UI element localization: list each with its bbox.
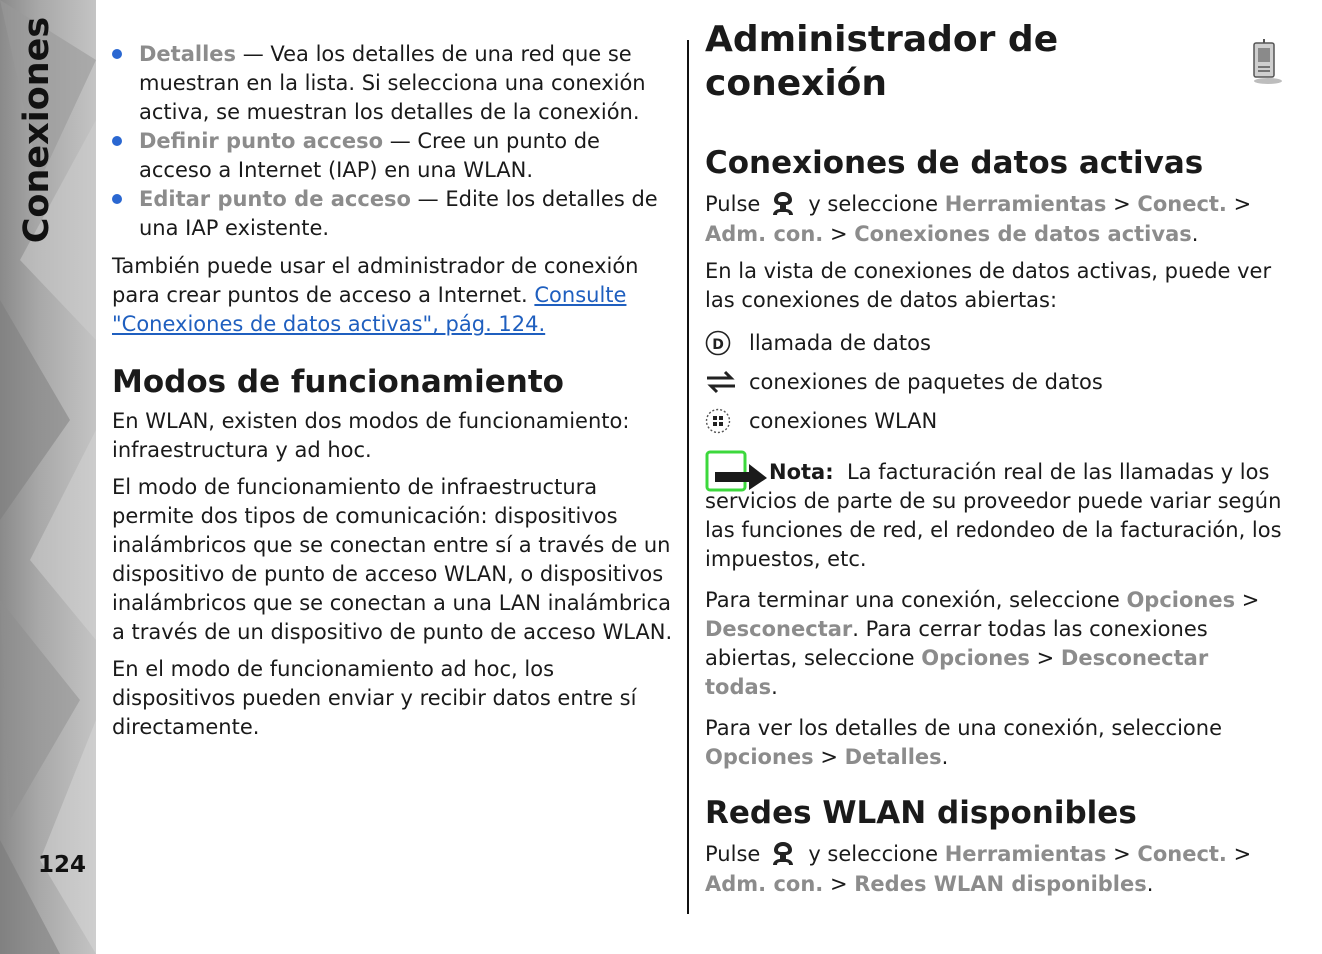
menu-path-item: Opciones: [1126, 588, 1236, 612]
connection-type-label: llamada de datos: [749, 330, 931, 355]
menu-term: Definir punto acceso: [139, 129, 384, 153]
paragraph-text: Para ver los detalles de una conexión, seleccione: [705, 716, 1223, 740]
note-label: Nota:: [769, 460, 834, 484]
paragraph-details: [705, 714, 1285, 772]
paragraph-adhoc: En el modo de funcionamiento ad hoc, los dispositivos pueden enviar y recibir datos entre sí directamente.: [112, 657, 637, 739]
path-text: y seleccione: [808, 842, 939, 866]
note-block: [705, 458, 1285, 574]
connection-type-list: [705, 323, 1285, 440]
paragraph-infrastructure: El modo de funcionamiento de infraestructura permite dos tipos de comunicación: dispositivos inalámbricos que se conectan entre sí a través de un dispositivo de punto de acceso WLAN, o dispositivos inalámbricos que se conectan a una LAN inalámbrica a través de un dispositivo de punto de acceso WLAN.: [112, 475, 673, 644]
paragraph-path-active: [705, 190, 1285, 249]
menu-path-item: Herramientas: [944, 192, 1107, 216]
path-separator: >: [820, 745, 838, 769]
title-row: [705, 19, 1285, 104]
svg-text:D: D: [712, 336, 724, 353]
paragraph-active-view: En la vista de conexiones de datos activas, puede ver las conexiones de datos abiertas:: [705, 259, 1272, 312]
bullet-icon: [112, 136, 122, 146]
paragraph-access-points: [112, 252, 678, 339]
path-end: .: [1191, 222, 1199, 246]
connection-type-label: conexiones de paquetes de datos: [749, 369, 1103, 394]
bullet-icon: [112, 49, 122, 59]
path-separator: >: [829, 222, 848, 246]
list-item: [112, 185, 678, 243]
path-separator: >: [1036, 646, 1055, 670]
path-text: y seleccione: [808, 192, 939, 216]
paragraph-modes-intro: En WLAN, existen dos modos de funcionamiento: infraestructura y ad hoc.: [112, 409, 630, 462]
paragraph-path-wlan: [705, 840, 1285, 899]
menu-key-icon: [770, 190, 796, 220]
path-separator: >: [1113, 842, 1131, 866]
menu-path-item: Adm. con.: [705, 872, 824, 896]
path-separator: >: [1241, 588, 1260, 612]
list-item: [112, 127, 678, 185]
note-paragraph: [705, 458, 1285, 574]
column-divider: [687, 40, 689, 914]
options-list: [112, 40, 678, 243]
menu-term: Editar punto de acceso: [139, 187, 411, 211]
path-end: .: [771, 675, 778, 699]
path-end: .: [941, 745, 949, 769]
menu-path-item: Opciones: [921, 646, 1030, 670]
path-separator: >: [829, 872, 848, 896]
data-call-icon: [705, 329, 731, 357]
connection-manager-icon: [1246, 39, 1285, 85]
heading-modes: Modos de funcionamiento: [112, 364, 564, 400]
packet-data-icon: [705, 369, 737, 395]
menu-path-item: Conect.: [1137, 192, 1227, 216]
menu-path-item: Opciones: [705, 745, 814, 769]
path-separator: >: [1233, 192, 1252, 216]
heading-active-connections: Conexiones de datos activas: [705, 145, 1204, 181]
menu-path-item: Redes WLAN disponibles: [854, 872, 1147, 896]
paragraph-text: También puede usar el administrador de conexión para crear puntos de acceso a Internet.: [112, 254, 639, 307]
path-text: Pulse: [705, 192, 761, 216]
cross-reference-link[interactable]: Consulte "Conexiones de datos activas", pág. 124.: [112, 283, 627, 336]
wlan-icon: [705, 407, 731, 435]
paragraph-terminate: [705, 586, 1285, 702]
page-title: Administrador de conexión: [705, 19, 1059, 104]
note-icon: [705, 450, 769, 494]
sidebar: [0, 0, 96, 954]
item-description: — Vea los detalles de una red que se muestran en la lista. Si selecciona una conexión activa, se muestran los detalles de la conexión.: [139, 42, 646, 124]
list-item: [112, 40, 678, 127]
menu-path-item: Conect.: [1137, 842, 1227, 866]
menu-path-item: Herramientas: [944, 842, 1107, 866]
menu-path-item: Desconectar: [705, 617, 853, 641]
page-number: 124: [38, 852, 87, 878]
item-description: — Cree un punto de acceso a Internet (IAP) en una WLAN.: [139, 129, 600, 182]
menu-key-icon: [770, 840, 796, 870]
path-text: Pulse: [705, 842, 761, 866]
paragraph-text: Para terminar una conexión, seleccione: [705, 588, 1127, 612]
menu-path-item: Desconectar todas: [705, 646, 1209, 699]
list-item: [705, 401, 1285, 440]
bullet-icon: [112, 194, 122, 204]
list-item: [705, 323, 1285, 362]
menu-path-item: Adm. con.: [705, 222, 824, 246]
path-end: .: [1146, 872, 1154, 896]
list-item: [705, 362, 1285, 401]
left-column: [112, 40, 678, 742]
path-separator: >: [1113, 192, 1131, 216]
item-description: — Edite los detalles de una IAP existente.: [139, 187, 658, 240]
path-separator: >: [1233, 842, 1252, 866]
section-title: Conexiones: [17, 16, 57, 244]
heading-wlan-networks: Redes WLAN disponibles: [705, 795, 1137, 831]
menu-path-item: Detalles: [844, 745, 942, 769]
menu-path-item: Conexiones de datos activas: [854, 222, 1192, 246]
right-column: [705, 19, 1285, 899]
note-text: La facturación real de las llamadas y los servicios de parte de su proveedor puede variar según las funciones de red, el redondeo de la facturación, los impuestos, etc.: [705, 460, 1282, 571]
menu-term: Detalles: [139, 42, 237, 66]
connection-type-label: conexiones WLAN: [749, 408, 938, 433]
paragraph-text: . Para cerrar todas las conexiones abiertas, seleccione: [705, 617, 1208, 670]
